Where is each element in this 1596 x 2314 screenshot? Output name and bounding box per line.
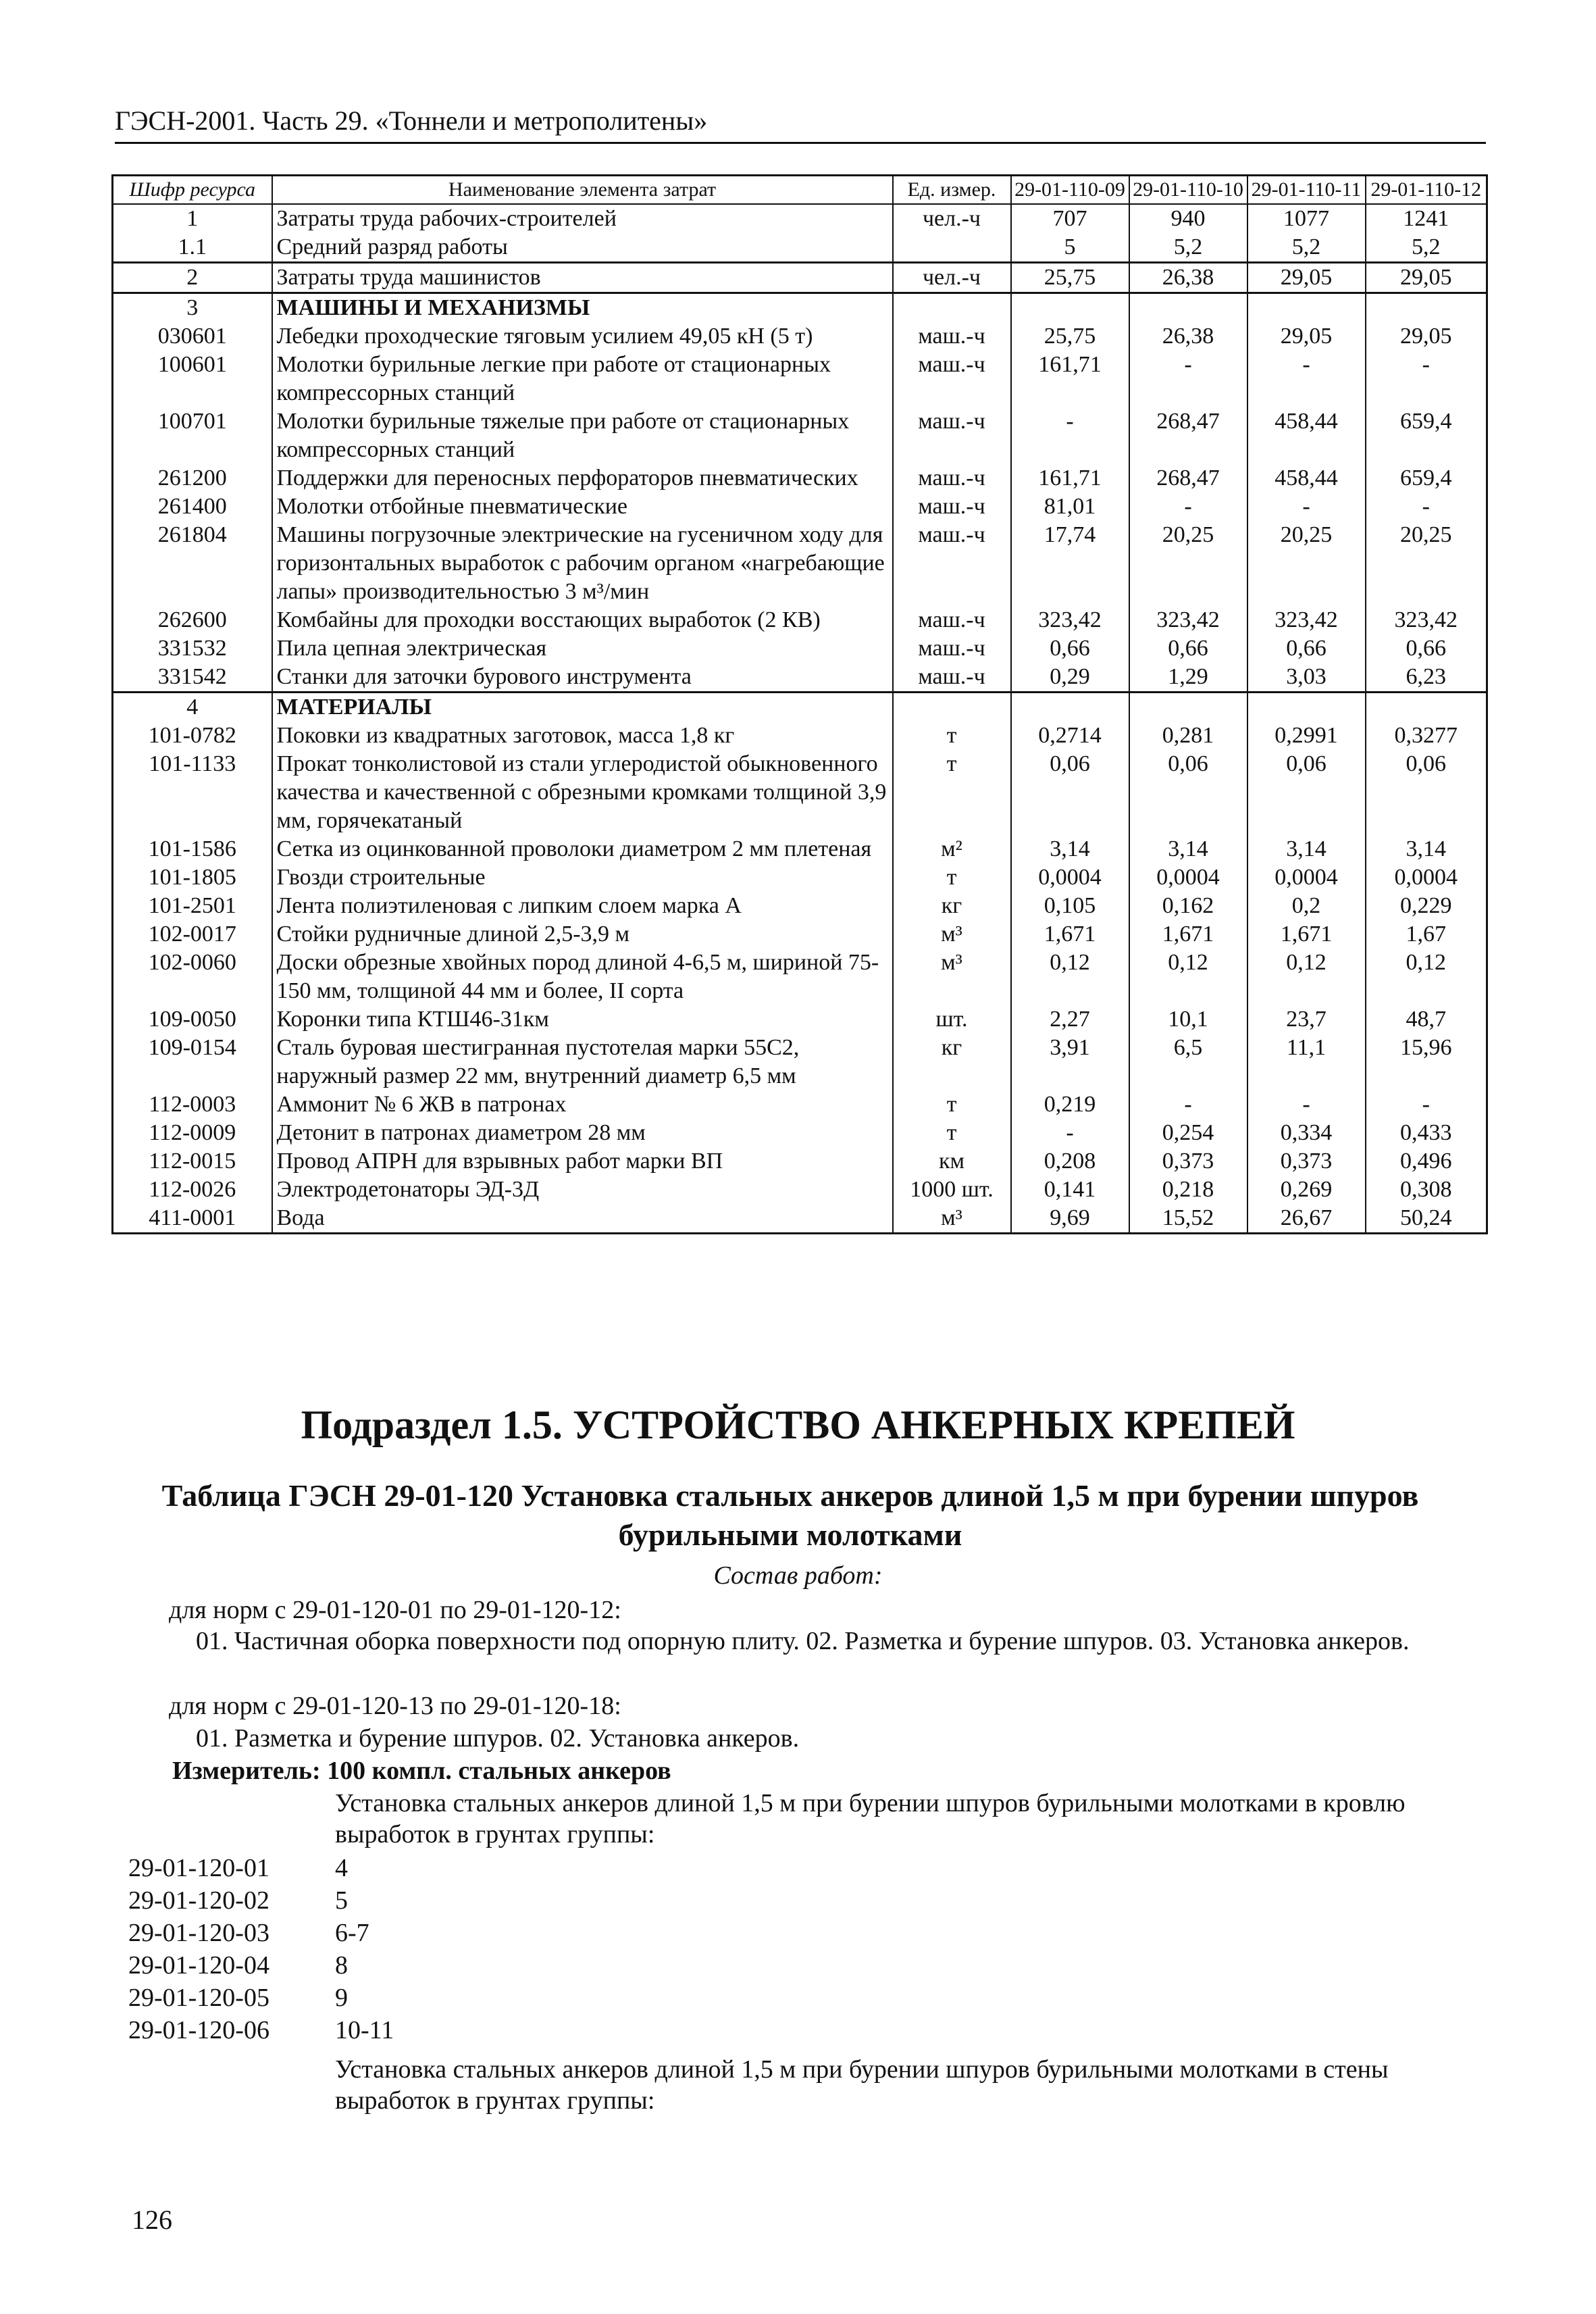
resource-value: 0,66 [1011,634,1129,663]
table-row [113,204,1487,233]
header-col-12: 29-01-110-12 [1366,176,1487,205]
resource-value: 0,2 [1247,892,1366,920]
header-col-09: 29-01-110-09 [1011,176,1129,205]
resource-value [1366,293,1487,323]
resource-unit: маш.-ч [893,351,1011,407]
resource-value [1247,293,1366,323]
resource-value: 5,2 [1129,233,1247,263]
resource-value: 29,05 [1366,322,1487,351]
table-row [113,351,1487,407]
resource-value [1011,693,1129,722]
resource-unit: маш.-ч [893,663,1011,693]
table-row [113,464,1487,493]
resource-name: Доски обрезные хвойных пород длиной 4-6,5 м, шириной 75-150 мм, толщиной 44 мм и более, II сорта [272,949,893,1005]
resource-value: 659,4 [1366,464,1487,493]
resource-unit [893,293,1011,323]
table-row [113,920,1487,949]
table-row [113,1090,1487,1119]
table-row [113,1005,1487,1034]
resource-unit: т [893,750,1011,835]
resource-code: 101-1586 [113,835,272,863]
resource-code: 1 [113,204,272,233]
resource-value: 707 [1011,204,1129,233]
norm-code-row [128,1885,348,1916]
resource-value: 0,269 [1247,1176,1366,1204]
resource-code: 030601 [113,322,272,351]
resource-value: 0,229 [1366,892,1487,920]
wall-description: Установка стальных анкеров длиной 1,5 м при бурении шпуров бурильными молотками в стены выработок в грунтах группы: [335,2055,1389,2115]
resource-unit: км [893,1147,1011,1176]
resource-value: 323,42 [1011,606,1129,634]
resource-code: 109-0154 [113,1034,272,1090]
resource-value: 15,96 [1366,1034,1487,1090]
table-row [113,634,1487,663]
resource-unit: т [893,1119,1011,1147]
resource-value: 17,74 [1011,521,1129,606]
resource-value: 3,14 [1129,835,1247,863]
resource-name: Молотки бурильные легкие при работе от стационарных компрессорных станций [272,351,893,407]
resource-value: 3,14 [1011,835,1129,863]
roof-description: Установка стальных анкеров длиной 1,5 м при бурении шпуров бурильными молотками в кровлю выработок в грунтах группы: [335,1789,1406,1848]
resource-value: 0,2714 [1011,722,1129,750]
norms-1-text: 01. Частичная оборка поверхности под опорную плиту. 02. Разметка и бурение шпуров. 03. Установка анкеров. [196,1627,1410,1655]
resource-value: 1,29 [1129,663,1247,693]
table-body [113,204,1487,1234]
resource-value [1129,693,1247,722]
resource-unit: чел.-ч [893,263,1011,293]
resource-value: 0,29 [1011,663,1129,693]
resource-value: 1,671 [1011,920,1129,949]
resource-value: 1,67 [1366,920,1487,949]
resource-value: - [1129,1090,1247,1119]
resource-code: 102-0017 [113,920,272,949]
resource-value: 0,281 [1129,722,1247,750]
resource-value: 26,38 [1129,263,1247,293]
resource-value: 5,2 [1366,233,1487,263]
resource-unit: кг [893,1034,1011,1090]
norms-2-text: 01. Разметка и бурение шпуров. 02. Установка анкеров. [196,1724,800,1753]
resource-code: 100601 [113,351,272,407]
resource-value: 5,2 [1247,233,1366,263]
resource-unit: т [893,1090,1011,1119]
resource-name: Сетка из оцинкованной проволоки диаметром 2 мм плетеная [272,835,893,863]
resource-value: 25,75 [1011,263,1129,293]
resource-value: 3,91 [1011,1034,1129,1090]
header-code: Шифр ресурса [113,176,272,205]
resource-value: 81,01 [1011,493,1129,521]
resource-value: 6,23 [1366,663,1487,693]
resource-value: 11,1 [1247,1034,1366,1090]
resource-unit: маш.-ч [893,606,1011,634]
resource-value: 268,47 [1129,407,1247,464]
resource-value: 0,334 [1247,1119,1366,1147]
resource-value: 161,71 [1011,351,1129,407]
resource-unit: чел.-ч [893,204,1011,233]
resource-value: 20,25 [1247,521,1366,606]
resource-value: 659,4 [1366,407,1487,464]
table-row [113,263,1487,293]
resource-unit: кг [893,892,1011,920]
resource-name: Средний разряд работы [272,233,893,263]
table-title: Таблица ГЭСН 29-01-120 Установка стальных анкеров длиной 1,5 м при бурении шпуров бурильными молотками [161,1478,1419,1552]
resource-value: 0,12 [1011,949,1129,1005]
resource-unit [893,693,1011,722]
resource-value: - [1129,351,1247,407]
resource-code: 4 [113,693,272,722]
resource-unit: маш.-ч [893,634,1011,663]
resource-value: 0,06 [1366,750,1487,835]
resource-value: 23,7 [1247,1005,1366,1034]
resource-value: - [1011,1119,1129,1147]
norm-code-row [128,1853,348,1884]
resource-unit: т [893,863,1011,892]
soil-group: 5 [335,1886,348,1915]
resource-code: 2 [113,263,272,293]
resource-value: 0,218 [1129,1176,1247,1204]
resource-name: Вода [272,1204,893,1234]
resource-value: 0,12 [1247,949,1366,1005]
resource-value: 0,0004 [1366,863,1487,892]
resource-value: 9,69 [1011,1204,1129,1234]
resource-value: 0,308 [1366,1176,1487,1204]
resource-value: 0,208 [1011,1147,1129,1176]
resource-name: Поковки из квадратных заготовок, масса 1,8 кг [272,722,893,750]
resource-value: 3,14 [1366,835,1487,863]
soil-group: 4 [335,1854,348,1882]
soil-group: 9 [335,1984,348,2012]
table-row [113,722,1487,750]
resource-unit: м² [893,835,1011,863]
table-row [113,892,1487,920]
resource-value: 458,44 [1247,464,1366,493]
resource-name: Коронки типа КТШ46-31км [272,1005,893,1034]
resource-code: 331542 [113,663,272,693]
resource-value: 0,0004 [1247,863,1366,892]
resource-code: 112-0009 [113,1119,272,1147]
resource-unit: маш.-ч [893,521,1011,606]
resource-name: Провод АПРН для взрывных работ марки ВП [272,1147,893,1176]
resource-name: Комбайны для проходки восстающих выработок (2 КВ) [272,606,893,634]
resource-name: Детонит в патронах диаметром 28 мм [272,1119,893,1147]
resource-name: Электродетонаторы ЭД-3Д [272,1176,893,1204]
resource-value: 0,06 [1247,750,1366,835]
resource-value: 0,12 [1129,949,1247,1005]
resource-code: 101-1133 [113,750,272,835]
resource-value: - [1011,407,1129,464]
resource-value: 29,05 [1247,263,1366,293]
resource-value [1011,293,1129,323]
resource-value: 29,05 [1247,322,1366,351]
resource-value: - [1366,493,1487,521]
resource-unit: м³ [893,920,1011,949]
resource-value: 1,671 [1129,920,1247,949]
resource-value: 0,2991 [1247,722,1366,750]
resource-code: 261400 [113,493,272,521]
resource-unit: маш.-ч [893,464,1011,493]
resource-value: 0,06 [1011,750,1129,835]
resource-value: 26,38 [1129,322,1247,351]
resource-value: - [1247,1090,1366,1119]
resource-value: 0,373 [1247,1147,1366,1176]
resource-value: 2,27 [1011,1005,1129,1034]
resource-unit: шт. [893,1005,1011,1034]
table-row [113,493,1487,521]
resource-name: Стойки рудничные длиной 2,5-3,9 м [272,920,893,949]
resource-code: 411-0001 [113,1204,272,1234]
resource-code: 101-0782 [113,722,272,750]
table-row [113,521,1487,606]
table-row [113,407,1487,464]
resource-code: 112-0026 [113,1176,272,1204]
resource-value: 323,42 [1366,606,1487,634]
resource-value: 0,0004 [1011,863,1129,892]
resource-code: 109-0050 [113,1005,272,1034]
resource-value: 48,7 [1366,1005,1487,1034]
norm-code: 29-01-120-03 [128,1919,269,1947]
resource-value: 0,496 [1366,1147,1487,1176]
subsection-title: Подраздел 1.5. УСТРОЙСТВО АНКЕРНЫХ КРЕПЕЙ [301,1403,1295,1447]
resource-value: 20,25 [1366,521,1487,606]
table-row [113,1119,1487,1147]
resource-value: 26,67 [1247,1204,1366,1234]
resource-value: 3,03 [1247,663,1366,693]
resource-value: 323,42 [1247,606,1366,634]
resource-value: 0,254 [1129,1119,1247,1147]
resource-value: 10,1 [1129,1005,1247,1034]
soil-group: 6-7 [335,1919,369,1947]
header-name: Наименование элемента затрат [272,176,893,205]
running-header: ГЭСН-2001. Часть 29. «Тоннели и метрополитены» [115,105,1486,144]
resource-unit: маш.-ч [893,493,1011,521]
resource-unit [893,233,1011,263]
resource-name: Поддержки для переносных перфораторов пневматических [272,464,893,493]
table-row [113,293,1487,323]
norm-code: 29-01-120-05 [128,1984,269,2012]
table-row [113,1147,1487,1176]
resource-code: 1.1 [113,233,272,263]
norms-1-label: для норм с 29-01-120-01 по 29-01-120-12: [169,1596,621,1624]
soil-group: 8 [335,1951,348,1980]
resource-name: МАШИНЫ И МЕХАНИЗМЫ [272,293,893,323]
norm-code: 29-01-120-01 [128,1854,269,1882]
norm-code-row [128,2015,394,2046]
resource-code: 261200 [113,464,272,493]
resource-name: МАТЕРИАЛЫ [272,693,893,722]
resource-name: Машины погрузочные электрические на гусеничном ходу для горизонтальных выработок с рабочим органом «нагребающие лапы» производительностью 3 м³/мин [272,521,893,606]
resource-value: 6,5 [1129,1034,1247,1090]
resource-value: 0,66 [1247,634,1366,663]
resource-value: - [1129,493,1247,521]
resource-code: 331532 [113,634,272,663]
resource-name: Сталь буровая шестигранная пустотелая марки 55С2, наружный размер 22 мм, внутренний диаметр 6,5 мм [272,1034,893,1090]
header-unit: Ед. измер. [893,176,1011,205]
resource-name: Лебедки проходческие тяговым усилием 49,05 кН (5 т) [272,322,893,351]
resource-unit: 1000 шт. [893,1176,1011,1204]
table-row [113,835,1487,863]
resource-value: 25,75 [1011,322,1129,351]
resource-name: Пила цепная электрическая [272,634,893,663]
resource-value: 0,105 [1011,892,1129,920]
resource-value: 0,162 [1129,892,1247,920]
table-row [113,949,1487,1005]
resource-value: 0,0004 [1129,863,1247,892]
resource-name: Прокат тонколистовой из стали углеродистой обыкновенного качества и качественной с обрезными кромками толщиной 3,9 мм, горячекатаный [272,750,893,835]
resource-value: 0,373 [1129,1147,1247,1176]
composition-label: Состав работ: [713,1561,883,1590]
resource-value: 0,219 [1011,1090,1129,1119]
resource-value: 940 [1129,204,1247,233]
resource-code: 262600 [113,606,272,634]
resource-code: 112-0015 [113,1147,272,1176]
resource-name: Лента полиэтиленовая с липким слоем марка А [272,892,893,920]
resource-value [1366,693,1487,722]
table-row [113,1204,1487,1234]
resource-value: 0,3277 [1366,722,1487,750]
resource-value [1129,293,1247,323]
table-row [113,863,1487,892]
resource-name: Станки для заточки бурового инструмента [272,663,893,693]
table-row [113,663,1487,693]
resource-value: 5 [1011,233,1129,263]
table-row [113,1176,1487,1204]
resource-value: 0,66 [1129,634,1247,663]
resource-value: 0,433 [1366,1119,1487,1147]
header-col-11: 29-01-110-11 [1247,176,1366,205]
resource-name: Затраты труда рабочих-строителей [272,204,893,233]
resource-value: 0,06 [1129,750,1247,835]
resource-code: 101-2501 [113,892,272,920]
resource-name: Затраты труда машинистов [272,263,893,293]
norm-code: 29-01-120-06 [128,2016,269,2044]
table-row [113,606,1487,634]
norm-code: 29-01-120-02 [128,1886,269,1915]
resource-value: 20,25 [1129,521,1247,606]
resource-unit: маш.-ч [893,322,1011,351]
resource-value: 0,12 [1366,949,1487,1005]
resource-unit: м³ [893,1204,1011,1234]
resource-unit: м³ [893,949,1011,1005]
norm-code: 29-01-120-04 [128,1951,269,1980]
resource-value [1247,693,1366,722]
table-row [113,233,1487,263]
resource-code: 100701 [113,407,272,464]
norms-2-label: для норм с 29-01-120-13 по 29-01-120-18: [169,1692,621,1720]
page-number: 126 [132,2205,172,2235]
resource-value: 1077 [1247,204,1366,233]
resource-value: 1241 [1366,204,1487,233]
resource-value: 1,671 [1247,920,1366,949]
norm-code-row [128,1982,348,2013]
resource-table [111,174,1488,1234]
table-row [113,322,1487,351]
resource-value: 323,42 [1129,606,1247,634]
norm-code-row [128,1917,369,1948]
resource-value: - [1366,1090,1487,1119]
table-header-row [113,176,1487,205]
soil-group: 10-11 [335,2016,394,2044]
norm-code-row [128,1950,348,1981]
resource-name: Гвозди строительные [272,863,893,892]
resource-value: - [1247,351,1366,407]
resource-value: 0,66 [1366,634,1487,663]
resource-name: Молотки отбойные пневматические [272,493,893,521]
measure-unit: Измеритель: 100 компл. стальных анкеров [172,1757,671,1785]
resource-value: 458,44 [1247,407,1366,464]
resource-value: 50,24 [1366,1204,1487,1234]
table-row [113,1034,1487,1090]
resource-value: 3,14 [1247,835,1366,863]
resource-code: 102-0060 [113,949,272,1005]
resource-unit: маш.-ч [893,407,1011,464]
table-row [113,750,1487,835]
header-col-10: 29-01-110-10 [1129,176,1247,205]
resource-value: 268,47 [1129,464,1247,493]
resource-value: - [1366,351,1487,407]
resource-value: 0,141 [1011,1176,1129,1204]
resource-code: 112-0003 [113,1090,272,1119]
resource-value: 29,05 [1366,263,1487,293]
table-row [113,693,1487,722]
resource-code: 101-1805 [113,863,272,892]
resource-value: 161,71 [1011,464,1129,493]
resource-code: 3 [113,293,272,323]
resource-name: Аммонит № 6 ЖВ в патронах [272,1090,893,1119]
resource-value: 15,52 [1129,1204,1247,1234]
resource-value: - [1247,493,1366,521]
resource-unit: т [893,722,1011,750]
resource-name: Молотки бурильные тяжелые при работе от стационарных компрессорных станций [272,407,893,464]
resource-code: 261804 [113,521,272,606]
